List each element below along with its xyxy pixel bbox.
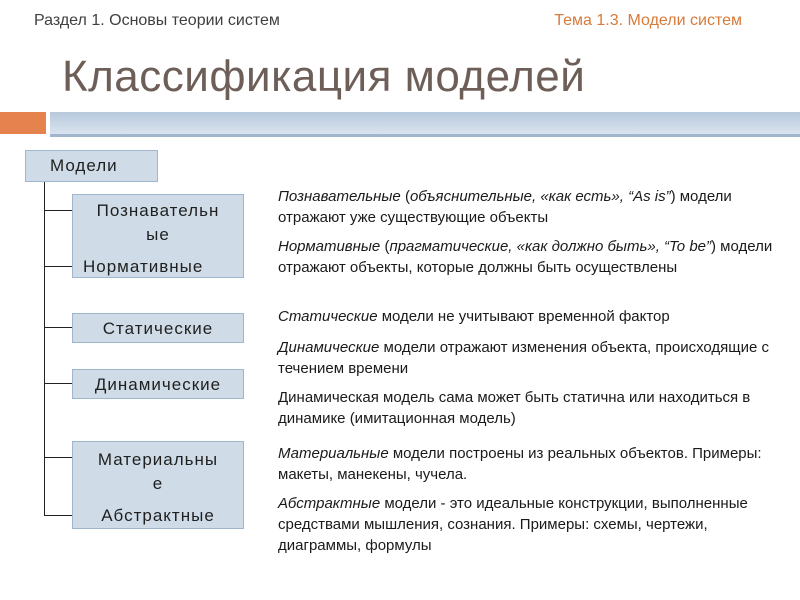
topic-header: Тема 1.3. Модели систем xyxy=(554,12,742,29)
description-material xyxy=(278,443,778,485)
text: ) модели отражают уже существующие объекты xyxy=(278,188,732,226)
description-static xyxy=(278,306,778,327)
tree-branch xyxy=(44,210,72,211)
text: ) модели отражают объекты, которые должны быть осуществлены xyxy=(278,238,773,276)
description-abstract xyxy=(278,493,778,556)
accent-bar-blue xyxy=(50,112,800,134)
accent-bar-orange xyxy=(0,112,46,134)
node-cognitive-normative xyxy=(72,194,244,278)
section-header: Раздел 1. Основы теории систем xyxy=(34,12,280,29)
text: модели построены из реальных объектов. Примеры: макеты, манекены, чучела. xyxy=(278,445,762,483)
node-material-abstract xyxy=(72,441,244,529)
description-cognitive xyxy=(278,186,778,228)
node-label: Нормативные xyxy=(83,257,204,276)
node-label: ые xyxy=(146,225,170,244)
term: Статические xyxy=(278,308,378,325)
tree-branch xyxy=(44,266,72,267)
term: Нормативные xyxy=(278,238,381,255)
term: прагматические, «как должно быть», “To be” xyxy=(389,238,711,255)
divider-line xyxy=(50,134,800,137)
tree-branch xyxy=(44,383,72,384)
tree-branch xyxy=(44,515,72,516)
node-label: Познавательн xyxy=(96,201,220,220)
root-node: Модели xyxy=(25,150,158,182)
term: Абстрактные xyxy=(278,495,381,512)
node-label: Материальны xyxy=(97,450,219,469)
slide-title: Классификация моделей xyxy=(62,52,586,101)
node-static: Статические xyxy=(72,313,244,343)
node-label: Абстрактные xyxy=(101,506,215,525)
text: модели - это идеальные конструкции, выполненные средствами мышления, сознания. Примеры: схемы, чертежи, диаграммы, формулы xyxy=(278,495,748,554)
node-label: е xyxy=(152,474,164,493)
description-normative xyxy=(278,236,778,278)
description-dynamic xyxy=(278,337,778,379)
text: ( xyxy=(380,238,390,255)
tree-branch xyxy=(44,457,72,458)
node-dynamic: Динамические xyxy=(72,369,244,399)
text: ( xyxy=(400,188,410,205)
text: модели не учитывают временной фактор xyxy=(377,308,670,325)
tree-branch xyxy=(44,327,72,328)
text: модели отражают изменения объекта, происходящие с течением времени xyxy=(278,339,770,377)
term: Материальные xyxy=(278,445,389,462)
term: Познавательные xyxy=(278,188,401,205)
description-dynamic-note: Динамическая модель сама может быть статична или находиться в динамике (имитационная модель) xyxy=(278,389,751,427)
term: объяснительные, «как есть», “As is” xyxy=(409,188,671,205)
tree-vertical-line xyxy=(44,182,45,516)
term: Динамические xyxy=(278,339,380,356)
